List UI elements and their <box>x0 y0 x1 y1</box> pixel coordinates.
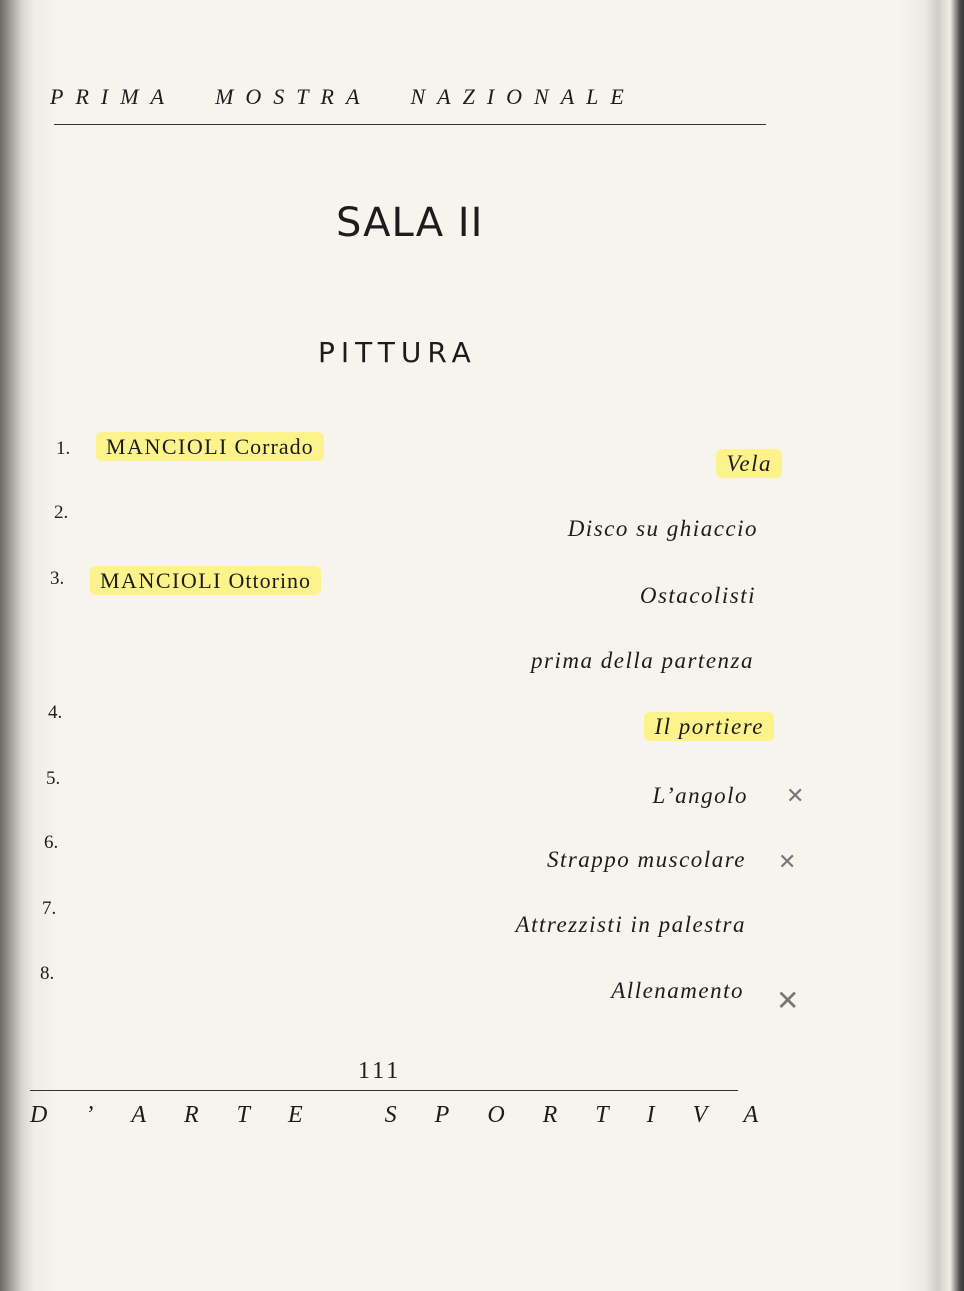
artist-firstname: Corrado <box>234 434 314 459</box>
artist-surname: MANCIOLI <box>106 434 228 459</box>
work-title: Attrezzisti in palestra <box>515 912 746 937</box>
work-number: 5. <box>46 768 61 789</box>
work-number: 2. <box>54 502 69 523</box>
work-number: 4. <box>48 702 63 723</box>
artist-surname: MANCIOLI <box>100 568 222 593</box>
work-number: 7. <box>42 898 57 919</box>
highlight-mark <box>96 432 324 461</box>
page-header <box>50 84 770 110</box>
work-number: 8. <box>40 963 55 984</box>
work-title: Ostacolisti <box>639 583 756 608</box>
work-title: L’angolo <box>652 783 748 808</box>
work-number: 6. <box>44 832 59 853</box>
artist-name <box>90 568 321 594</box>
footer-text: D’ARTE SPORTIVA <box>30 1102 797 1128</box>
header-title: PRIMA MOSTRA NAZIONALE <box>50 84 636 109</box>
page-number: 111 <box>358 1058 402 1084</box>
work-title: Disco su ghiaccio <box>567 516 758 541</box>
footer-rule <box>30 1090 738 1091</box>
artist-name <box>96 434 324 460</box>
work-title-continuation: prima della partenza <box>531 648 754 673</box>
highlight-mark: Vela <box>716 449 782 478</box>
work-title <box>716 451 782 477</box>
pencil-cross-mark-icon: ✕ <box>778 850 797 875</box>
category-title: PITTURA <box>318 336 477 369</box>
page-footer <box>30 1102 797 1129</box>
work-title <box>644 714 774 740</box>
header-rule <box>54 124 766 125</box>
pencil-cross-mark-icon: ✕ <box>776 984 800 1017</box>
highlight-mark: Il portiere <box>644 712 774 741</box>
room-title: SALA II <box>336 200 484 246</box>
work-number: 3. <box>50 568 65 589</box>
highlight-mark <box>90 566 321 595</box>
work-title: Strappo muscolare <box>546 847 746 872</box>
work-number: 1. <box>56 438 71 459</box>
work-title: Allenamento <box>611 978 744 1003</box>
pencil-cross-mark-icon: ✕ <box>786 784 805 809</box>
artist-firstname: Ottorino <box>228 568 312 593</box>
